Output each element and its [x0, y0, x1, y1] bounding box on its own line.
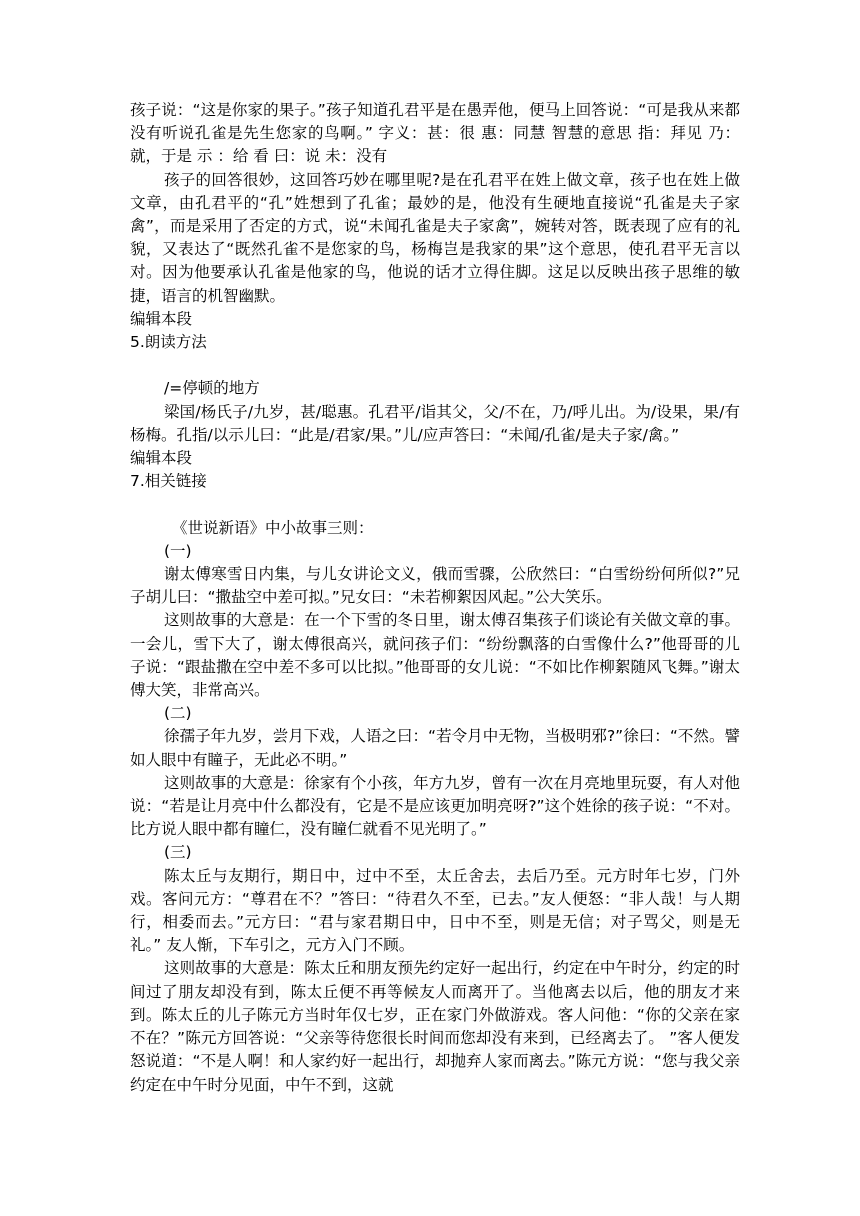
pause-legend: /=停顿的地方 [164, 379, 260, 398]
story-text: 谢太傅寒雪日内集，与儿女讲论文义，俄而雪骤，公欣然曰：“白雪纷纷何所似?”兄子胡儿曰：“撒盐空中差可拟。”兄女曰：“未若柳絮因风起。”公大笑乐。 [130, 565, 740, 607]
story-number: (二) [164, 704, 192, 723]
shishuo-intro: 《世说新语》中小故事三则： [172, 518, 374, 537]
spacer [130, 493, 740, 516]
paragraph-reading-text: 梁国/杨氏子/九岁，甚/聪惠。孔君平/诣其父，父/不在，乃/呼儿出。为/设果，果/有杨梅。孔指/以示儿曰：“此是/君家/果。”儿/应声答曰：“未闻/孔雀/是夫子家/禽。” [130, 402, 740, 444]
section-title-reading-method: 5.朗读方法 [130, 333, 207, 352]
story-number: (三) [164, 843, 192, 862]
document-page [130, 99, 740, 1097]
edit-section-label: 编辑本段 [130, 449, 193, 468]
spacer [130, 354, 740, 377]
story-text: 陈太丘与友期行，期日中，过中不至，太丘舍去，去后乃至。元方时年七岁，门外戏。客问元方：“尊君在不？”答曰：“待君久不至，已去。”友人便怒：“非人哉！与人期行，相委而去。”元方曰：“君与家君期日中，日中不至，则是无信；对子骂父，则是无礼。” 友人惭，下车引之，元方入门不顾。 [130, 866, 740, 955]
paragraph-analysis: 孩子的回答很妙，这回答巧妙在哪里呢?是在孔君平在姓上做文章，孩子也在姓上做文章，由孔君平的“孔”姓想到了孔雀；最妙的是，他没有生硬地直接说“孔雀是夫子家禽”，而是采用了否定的方式，说“未闻孔雀是夫子家禽”，婉转对答，既表现了应有的礼貌，又表达了“既然孔雀不是您家的鸟，杨梅岂是我家的果”这个意思，使孔君平无言以对。因为他要承认孔雀是他家的鸟，他说的话才立得住脚。这足以反映出孩子思维的敏捷，语言的机智幽默。 [130, 170, 740, 305]
section-title-related-links: 7.相关链接 [130, 472, 207, 491]
edit-section-label: 编辑本段 [130, 309, 193, 328]
story-meaning: 这则故事的大意是：在一个下雪的冬日里，谢太傅召集孩子们谈论有关做文章的事。一会儿，雪下大了，谢太傅很高兴，就问孩子们：“纷纷飘落的白雪像什么?”他哥哥的儿子说：“跟盐撒在空中差不多可以比拟。”他哥哥的女儿说：“不如比作柳絮随风飞舞。”谢太傅大笑，非常高兴。 [130, 611, 740, 700]
story-meaning: 这则故事的大意是：徐家有个小孩，年方九岁，曾有一次在月亮地里玩耍，有人对他说：“若是让月亮中什么都没有，它是不是应该更加明亮呀?”这个姓徐的孩子说：“不对。比方说人眼中都有瞳仁，没有瞳仁就看不见光明了。” [130, 773, 740, 839]
paragraph-child-reply: 孩子说：“这是你家的果子。”孩子知道孔君平是在愚弄他，便马上回答说：“可是我从来都没有听说孔雀是先生您家的鸟啊。” 字义：甚：很 惠：同慧 智慧的意思 指：拜见 乃：就，于是 示 ：给 看 曰：说 未：没有 [130, 101, 740, 166]
story-text: 徐孺子年九岁，尝月下戏，人语之曰：“若令月中无物，当极明邪?”徐曰：“不然。譬如人眼中有瞳子，无此必不明。” [130, 727, 740, 769]
story-meaning: 这则故事的大意是：陈太丘和朋友预先约定好一起出行，约定在中午时分，约定的时间过了朋友却没有到，陈太丘便不再等候友人而离开了。当他离去以后，他的朋友才来到。陈太丘的儿子陈元方当时年仅七岁，正在家门外做游戏。客人问他：“你的父亲在家不在？”陈元方回答说：“父亲等待您很长时间而您却没有来到，已经离去了。 ”客人便发怒说道：“不是人啊！和人家约好一起出行，却抛弃人家而离去。”陈元方说：“您与我父亲约定在中午时分见面，中午不到，这就 [130, 959, 740, 1094]
story-number: (一) [164, 541, 192, 560]
